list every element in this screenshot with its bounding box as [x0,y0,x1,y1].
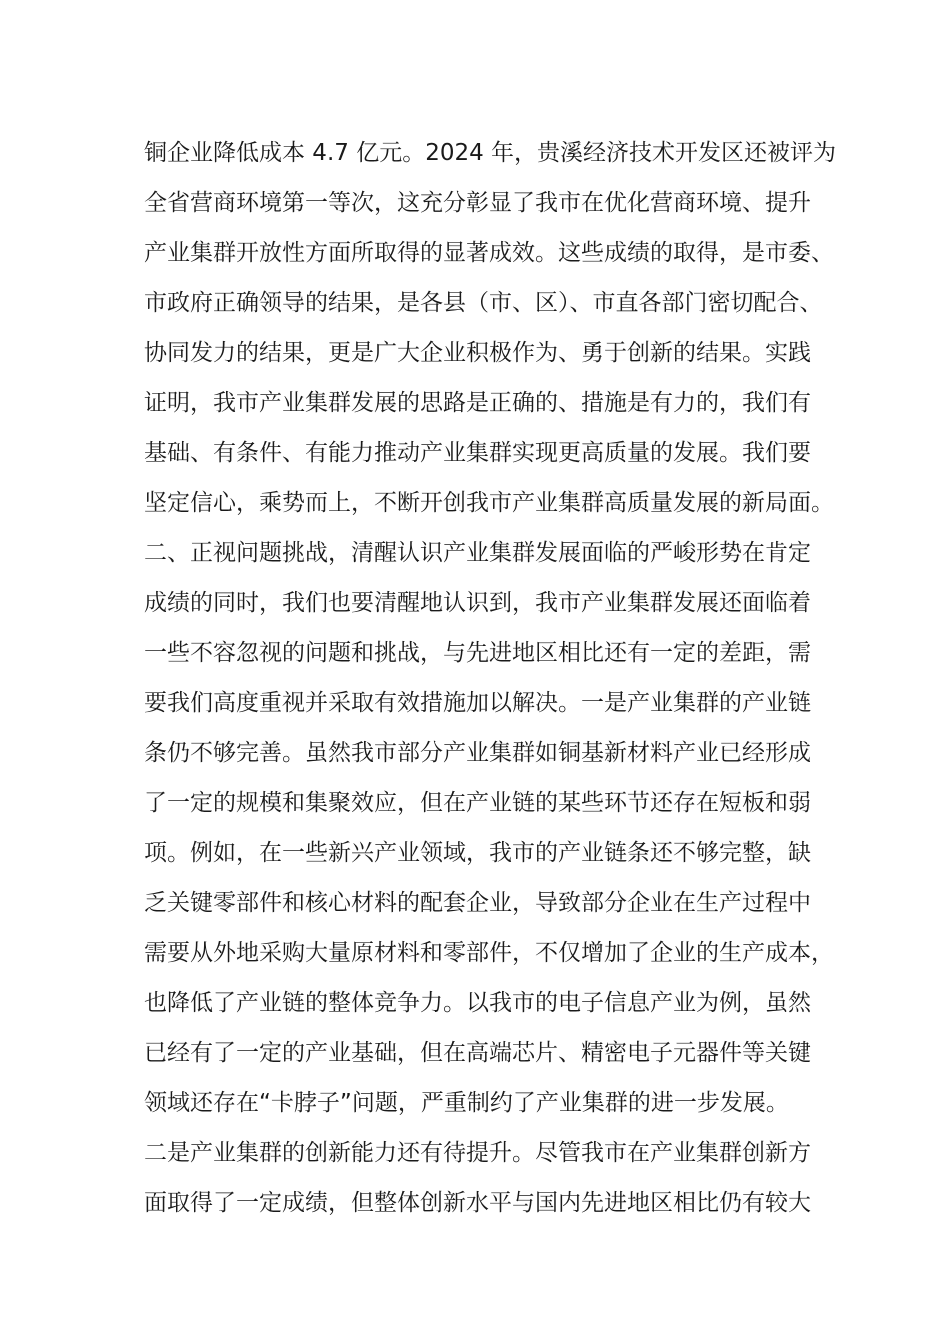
text-line: 领域还存在“卡脖子”问题，严重制约了产业集群的进一步发展。 [144,1090,789,1116]
text-line: 协同发力的结果，更是广大企业积极作为、勇于创新的结果。实践 [144,340,811,366]
text-line: 基础、有条件、有能力推动产业集群实现更高质量的发展。我们要 [144,440,811,466]
text-line: 已经有了一定的产业基础，但在高端芯片、精密电子元器件等关键 [144,1040,811,1066]
text-line: 铜企业降低成本 4.7 亿元。2024 年，贵溪经济技术开发区还被评为 [144,140,837,166]
text-line: 条仍不够完善。虽然我市部分产业集群如铜基新材料产业已经形成 [144,740,811,766]
text-line: 项。例如，在一些新兴产业领域，我市的产业链条还不够完整，缺 [144,840,811,866]
text-line: 产业集群开放性方面所取得的显著成效。这些成绩的取得，是市委、 [144,240,834,266]
text-line: 面取得了一定成绩，但整体创新水平与国内先进地区相比仍有较大 [144,1190,811,1216]
text-line: 了一定的规模和集聚效应，但在产业链的某些环节还存在短板和弱 [144,790,811,816]
text-line: 也降低了产业链的整体竞争力。以我市的电子信息产业为例，虽然 [144,990,811,1016]
text-line: 需要从外地采购大量原材料和零部件，不仅增加了企业的生产成本， [144,940,834,966]
text-line: 坚定信心，乘势而上，不断开创我市产业集群高质量发展的新局面。 [144,490,834,516]
body-text [144,128,844,1228]
text-line: 一些不容忽视的问题和挑战，与先进地区相比还有一定的差距，需 [144,640,811,666]
text-line: 证明，我市产业集群发展的思路是正确的、措施是有力的，我们有 [144,390,811,416]
text-line: 成绩的同时，我们也要清醒地认识到，我市产业集群发展还面临着 [144,590,811,616]
text-line: 全省营商环境第一等次，这充分彰显了我市在优化营商环境、提升 [144,190,811,216]
text-line: 二是产业集群的创新能力还有待提升。尽管我市在产业集群创新方 [144,1140,811,1166]
text-line: 要我们高度重视并采取有效措施加以解决。一是产业集群的产业链 [144,690,811,716]
text-line: 市政府正确领导的结果，是各县（市、区）、市直各部门密切配合、 [144,290,823,316]
text-line: 二、正视问题挑战，清醒认识产业集群发展面临的严峻形势在肯定 [144,540,811,566]
text-line: 乏关键零部件和核心材料的配套企业，导致部分企业在生产过程中 [144,890,811,916]
